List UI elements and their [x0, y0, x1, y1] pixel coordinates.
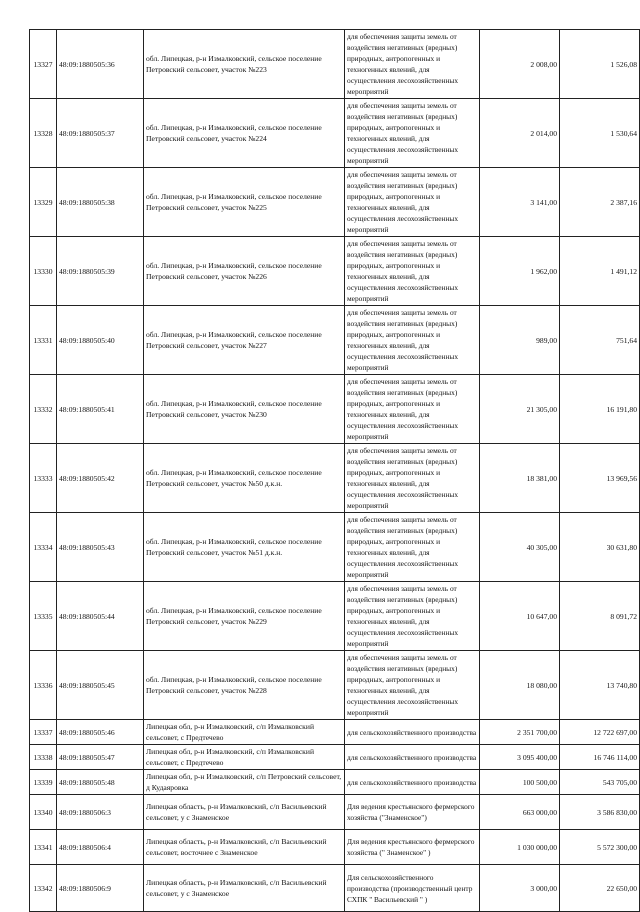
- cadastral-number: 48:09:1880505:43: [57, 513, 144, 582]
- table-row: [30, 582, 640, 651]
- cadastral-number: 48:09:1880506:3: [57, 795, 144, 830]
- address-cell: обл. Липецкая, р-н Измалковский, сельское поселение Петровский сельсовет, участок №225: [144, 168, 345, 237]
- area-cell: 2 351 700,00: [480, 720, 560, 745]
- permitted-use-cell: Для сельскохозяйственного производства (производственный центр СХПК " Васильевский " ): [345, 865, 480, 912]
- table-body: [30, 30, 640, 912]
- row-number: 13327: [30, 30, 57, 99]
- cadastral-value-cell: 1 526,08: [560, 30, 640, 99]
- area-cell: 40 305,00: [480, 513, 560, 582]
- permitted-use-cell: для сельскохозяйственного производства: [345, 720, 480, 745]
- address-cell: обл. Липецкая, р-н Измалковский, сельское поселение Петровский сельсовет, участок №224: [144, 99, 345, 168]
- row-number: 13336: [30, 651, 57, 720]
- cadastral-value-cell: 16 746 114,00: [560, 745, 640, 770]
- cadastral-value-cell: 1 530,64: [560, 99, 640, 168]
- permitted-use-cell: для обеспечения защиты земель от воздействия негативных (вредных) природных, антропогенных и техногенных явлений, для осуществления лесохозяйственных мероприятий: [345, 375, 480, 444]
- address-cell: Липецкая обл, р-н Измалковский, с/п Петровский сельсовет, д Кудаяровка: [144, 770, 345, 795]
- area-cell: 10 647,00: [480, 582, 560, 651]
- permitted-use-cell: для сельскохозяйственного производства: [345, 745, 480, 770]
- area-cell: 18 381,00: [480, 444, 560, 513]
- area-cell: 21 305,00: [480, 375, 560, 444]
- cadastral-value-cell: 13 969,56: [560, 444, 640, 513]
- area-cell: 989,00: [480, 306, 560, 375]
- permitted-use-cell: для обеспечения защиты земель от воздействия негативных (вредных) природных, антропогенных и техногенных явлений, для осуществления лесохозяйственных мероприятий: [345, 582, 480, 651]
- table-row: [30, 237, 640, 306]
- area-cell: 663 000,00: [480, 795, 560, 830]
- row-number: 13331: [30, 306, 57, 375]
- cadastral-number: 48:09:1880506:9: [57, 865, 144, 912]
- cadastral-number: 48:09:1880505:41: [57, 375, 144, 444]
- table-row: [30, 770, 640, 795]
- cadastral-number: 48:09:1880505:38: [57, 168, 144, 237]
- cadastral-number: 48:09:1880505:44: [57, 582, 144, 651]
- permitted-use-cell: для обеспечения защиты земель от воздействия негативных (вредных) природных, антропогенных и техногенных явлений, для осуществления лесохозяйственных мероприятий: [345, 237, 480, 306]
- table-row: [30, 513, 640, 582]
- cadastral-value-cell: 30 631,80: [560, 513, 640, 582]
- table-row: [30, 30, 640, 99]
- cadastral-number: 48:09:1880505:36: [57, 30, 144, 99]
- permitted-use-cell: для обеспечения защиты земель от воздействия негативных (вредных) природных, антропогенных и техногенных явлений, для осуществления лесохозяйственных мероприятий: [345, 444, 480, 513]
- permitted-use-cell: для обеспечения защиты земель от воздействия негативных (вредных) природных, антропогенных и техногенных явлений, для осуществления лесохозяйственных мероприятий: [345, 651, 480, 720]
- area-cell: 100 500,00: [480, 770, 560, 795]
- permitted-use-cell: для сельскохозяйственного производства: [345, 770, 480, 795]
- table-row: [30, 865, 640, 912]
- cadastral-value-cell: 16 191,80: [560, 375, 640, 444]
- table-row: [30, 306, 640, 375]
- row-number: 13328: [30, 99, 57, 168]
- area-cell: 1 030 000,00: [480, 830, 560, 865]
- row-number: 13342: [30, 865, 57, 912]
- cadastral-value-cell: 751,64: [560, 306, 640, 375]
- cadastral-value-cell: 5 572 300,00: [560, 830, 640, 865]
- area-cell: 3 095 400,00: [480, 745, 560, 770]
- cadastral-value-cell: 1 491,12: [560, 237, 640, 306]
- permitted-use-cell: Для ведения крестьянского фермерского хозяйства (" Знаменское" ): [345, 830, 480, 865]
- row-number: 13329: [30, 168, 57, 237]
- row-number: 13341: [30, 830, 57, 865]
- permitted-use-cell: для обеспечения защиты земель от воздействия негативных (вредных) природных, антропогенных и техногенных явлений, для осуществления лесохозяйственных мероприятий: [345, 306, 480, 375]
- cadastral-value-cell: 2 387,16: [560, 168, 640, 237]
- row-number: 13337: [30, 720, 57, 745]
- table-row: [30, 720, 640, 745]
- table-row: [30, 651, 640, 720]
- cadastral-number: 48:09:1880505:48: [57, 770, 144, 795]
- row-number: 13332: [30, 375, 57, 444]
- address-cell: Липецкая область, р-н Измалковский, с/п Васильевский сельсовет, у с Знаменское: [144, 865, 345, 912]
- cadastral-number: 48:09:1880505:39: [57, 237, 144, 306]
- table-row: [30, 375, 640, 444]
- permitted-use-cell: Для ведения крестьянского фермерского хозяйства ("Знаменское"): [345, 795, 480, 830]
- row-number: 13334: [30, 513, 57, 582]
- permitted-use-cell: для обеспечения защиты земель от воздействия негативных (вредных) природных, антропогенных и техногенных явлений, для осуществления лесохозяйственных мероприятий: [345, 99, 480, 168]
- area-cell: 2 014,00: [480, 99, 560, 168]
- row-number: 13333: [30, 444, 57, 513]
- table-row: [30, 99, 640, 168]
- area-cell: 3 141,00: [480, 168, 560, 237]
- area-cell: 2 008,00: [480, 30, 560, 99]
- row-number: 13335: [30, 582, 57, 651]
- permitted-use-cell: для обеспечения защиты земель от воздействия негативных (вредных) природных, антропогенных и техногенных явлений, для осуществления лесохозяйственных мероприятий: [345, 30, 480, 99]
- cadastral-number: 48:09:1880505:42: [57, 444, 144, 513]
- area-cell: 1 962,00: [480, 237, 560, 306]
- table-row: [30, 168, 640, 237]
- cadastral-number: 48:09:1880505:46: [57, 720, 144, 745]
- address-cell: обл. Липецкая, р-н Измалковский, сельское поселение Петровский сельсовет, участок №223: [144, 30, 345, 99]
- table-row: [30, 830, 640, 865]
- address-cell: Липецкая область, р-н Измалковский, с/п Васильевский сельсовет, у с Знаменское: [144, 795, 345, 830]
- address-cell: обл. Липецкая, р-н Измалковский, сельское поселение Петровский сельсовет, участок №226: [144, 237, 345, 306]
- address-cell: обл. Липецкая, р-н Измалковский, сельское поселение Петровский сельсовет, участок №230: [144, 375, 345, 444]
- address-cell: обл. Липецкая, р-н Измалковский, сельское поселение Петровский сельсовет, участок №228: [144, 651, 345, 720]
- area-cell: 18 080,00: [480, 651, 560, 720]
- cadastral-value-cell: 13 740,80: [560, 651, 640, 720]
- cadastral-number: 48:09:1880506:4: [57, 830, 144, 865]
- permitted-use-cell: для обеспечения защиты земель от воздействия негативных (вредных) природных, антропогенных и техногенных явлений, для осуществления лесохозяйственных мероприятий: [345, 168, 480, 237]
- table-row: [30, 795, 640, 830]
- cadastral-number: 48:09:1880505:37: [57, 99, 144, 168]
- address-cell: обл. Липецкая, р-н Измалковский, сельское поселение Петровский сельсовет, участок №229: [144, 582, 345, 651]
- address-cell: Липецкая обл, р-н Измалковский, с/п Измалковский сельсовет, с Предтечево: [144, 745, 345, 770]
- area-cell: 3 000,00: [480, 865, 560, 912]
- cadastral-value-cell: 12 722 697,00: [560, 720, 640, 745]
- address-cell: обл. Липецкая, р-н Измалковский, сельское поселение Петровский сельсовет, участок №50 д.к.н.: [144, 444, 345, 513]
- table-row: [30, 745, 640, 770]
- address-cell: обл. Липецкая, р-н Измалковский, сельское поселение Петровский сельсовет, участок №51 д.к.н.: [144, 513, 345, 582]
- row-number: 13330: [30, 237, 57, 306]
- address-cell: обл. Липецкая, р-н Измалковский, сельское поселение Петровский сельсовет, участок №227: [144, 306, 345, 375]
- row-number: 13339: [30, 770, 57, 795]
- cadastral-number: 48:09:1880505:47: [57, 745, 144, 770]
- cadastral-number: 48:09:1880505:45: [57, 651, 144, 720]
- cadastral-value-cell: 22 650,00: [560, 865, 640, 912]
- cadastral-value-cell: 543 705,00: [560, 770, 640, 795]
- permitted-use-cell: для обеспечения защиты земель от воздействия негативных (вредных) природных, антропогенных и техногенных явлений, для осуществления лесохозяйственных мероприятий: [345, 513, 480, 582]
- land-register-table: [29, 29, 640, 912]
- row-number: 13338: [30, 745, 57, 770]
- cadastral-value-cell: 3 586 830,00: [560, 795, 640, 830]
- table-row: [30, 444, 640, 513]
- address-cell: Липецкая область, р-н Измалковский, с/п Васильевский сельсовет, восточнее с Знаменское: [144, 830, 345, 865]
- address-cell: Липецкая обл, р-н Измалковский, с/п Измалковский сельсовет, с Предтечево: [144, 720, 345, 745]
- cadastral-value-cell: 8 091,72: [560, 582, 640, 651]
- row-number: 13340: [30, 795, 57, 830]
- cadastral-number: 48:09:1880505:40: [57, 306, 144, 375]
